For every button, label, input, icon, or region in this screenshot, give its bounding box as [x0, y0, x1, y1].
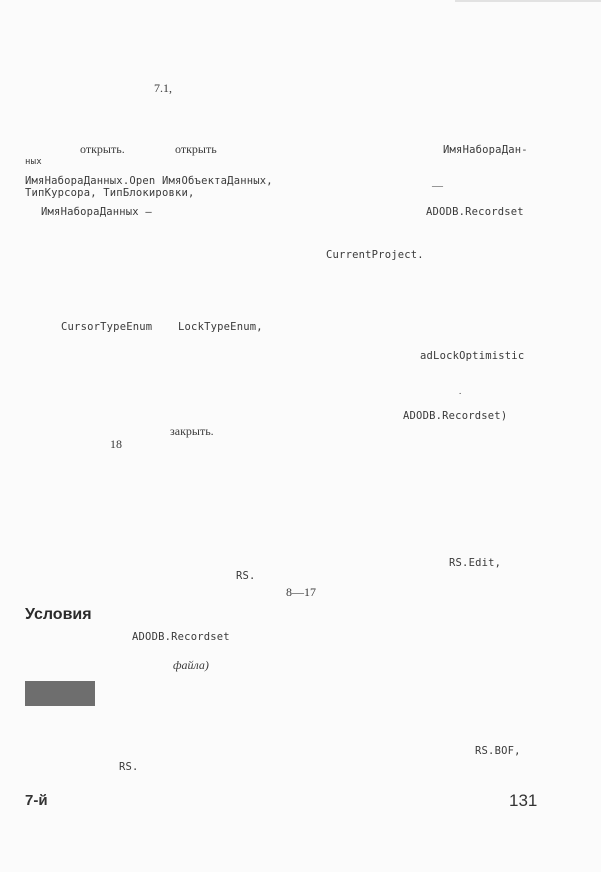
figure-ref-18: 18 [110, 437, 122, 451]
section-heading: Условия [25, 606, 92, 623]
text-open-1: открыть. [80, 142, 125, 156]
code-ad-lock-optimistic: adLockOptimistic [420, 350, 525, 362]
code-rs-1: RS. [236, 570, 256, 582]
code-syntax-line-2: ТипКурсора, ТипБлокировки, [25, 187, 195, 199]
code-dataset-name-def: ИмяНабораДанных — [41, 206, 152, 218]
code-adodb-recordset-2: ADODB.Recordset) [403, 410, 508, 422]
stray-dot: . [459, 386, 462, 396]
code-rs-edit: RS.Edit, [449, 557, 502, 569]
footer-page-number: 131 [509, 791, 538, 810]
dash-mark: — [432, 180, 443, 192]
top-edge-rule [455, 0, 601, 2]
code-dataset-name-end: ных [25, 157, 42, 167]
figure-ref-8-17: 8—17 [286, 585, 316, 599]
code-dataset-name-part: ИмяНабораДан- [443, 144, 528, 156]
redacted-block [25, 681, 95, 706]
text-close: закрыть. [170, 424, 214, 438]
text-file-italic: файла) [173, 658, 209, 672]
figure-ref-7-1: 7.1, [154, 81, 172, 95]
code-current-project: CurrentProject. [326, 249, 424, 261]
code-lock-type-enum: LockTypeEnum, [178, 321, 263, 333]
code-rs-2: RS. [119, 761, 139, 773]
code-adodb-recordset-1: ADODB.Recordset [426, 206, 524, 218]
code-syntax-line-1: ИмяНабораДанных.Open ИмяОбъектаДанных, [25, 175, 273, 187]
code-rs-bof: RS.BOF, [475, 745, 521, 757]
code-cursor-type-enum: CursorTypeEnum [61, 321, 153, 333]
code-adodb-recordset-3: ADODB.Recordset [132, 631, 230, 643]
text-open-2: открыть [175, 142, 217, 156]
footer-chapter-label: 7-й [25, 792, 48, 809]
